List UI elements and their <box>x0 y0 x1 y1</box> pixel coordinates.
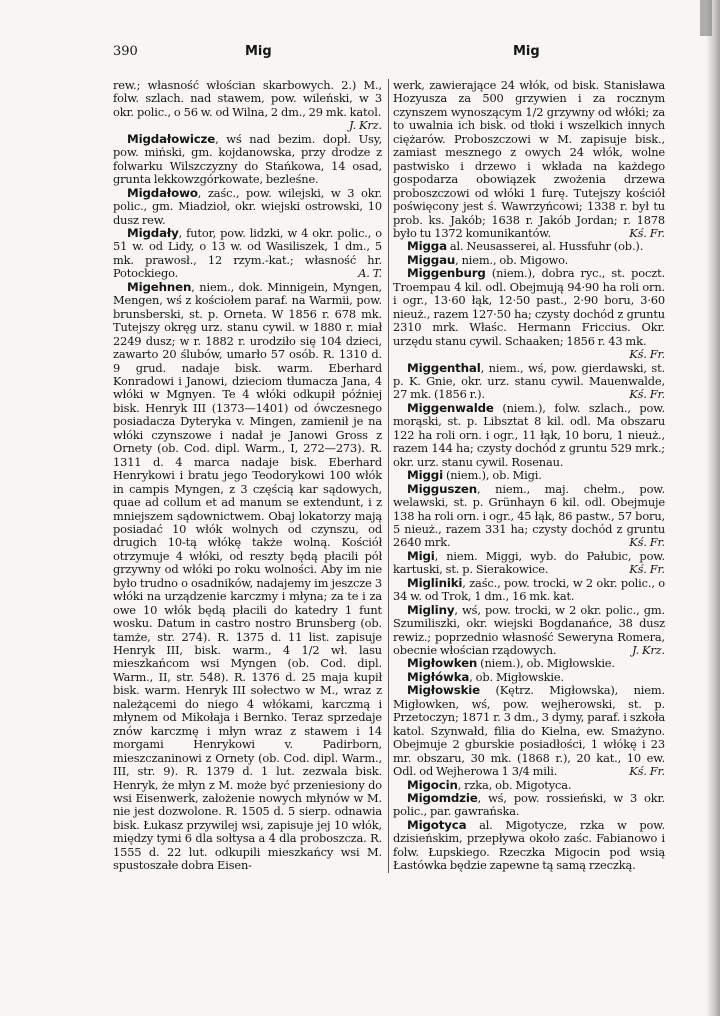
entry-text: (niem.), ob. Migłowskie. <box>477 656 615 671</box>
entry-text: , niem., maj. chełm., pow. welawski, st. p. Grünhayn 6 kil. odl. Obejmuje 138 ha roli orn. i ogr., 45 łąk, 86 pastw., 57 boru, 5 nieuż., razem 331 ha; czysty dochód z gruntu 2640 mrk. <box>393 481 665 550</box>
entry-text: , wś nad bezim. dopł. Usy, pow. miński, gm. kojdanowska, przy drodze z folwarku Wilszczyzny do Stańkowa, 14 osad, grunta lekkowzgórkowate, bezleśne. <box>113 131 382 187</box>
page-number: 390 <box>113 44 138 59</box>
entry-author-signature: Kś. Fr. <box>629 387 665 402</box>
dictionary-entry <box>393 577 665 604</box>
entry-headword: Miggi <box>407 468 443 483</box>
entry-text: (niem.), dobra ryc., st. poczt. Troempau 4 kil. odl. Obejmują 94·90 ha roli orn. i ogr., 13·60 łąk, 12·50 past., 2·90 boru, 3·60 nieuż., razem 127·50 ha; czysty dochód z gruntu 2310 mrk. Właśc. Hermann Friccius. Okr. urzędu stanu cywil. Schaaken; 1856 r. 43 mk. <box>393 266 665 348</box>
page-corner-shadow <box>700 0 712 36</box>
entry-headword: Migdały <box>127 225 179 240</box>
entry-headword: Miggenwalde <box>407 400 494 415</box>
entry-author-signature: J. Krz. <box>349 118 382 133</box>
entry-headword: Migocin <box>407 777 458 792</box>
entry-headword: Migliny <box>407 602 455 617</box>
entry-headword: Migotyca <box>407 817 467 832</box>
entry-headword: Migłówka <box>407 669 470 684</box>
entry-text: , futor, pow. lidzki, w 4 okr. polic., o 51 w. od Lidy, o 13 w. od Wasiliszek, 1 dm., 5 mk. prawosł., 12 rzym.-kat.; własność hr. Potockiego. <box>113 225 382 281</box>
left-column <box>113 79 389 873</box>
running-head-left: Mig <box>245 44 272 59</box>
dictionary-entry <box>393 819 665 873</box>
entry-author-signature: Kś. Fr. <box>629 562 665 577</box>
entry-text: , ob. Migłowskie. <box>469 669 564 684</box>
entry-text: al. Migotycze, rzka w pow. dzisieńskim, przepływa około zaśc. Fabianowo i folw. Łupskiego. Rzeczka Migocin pod wsią Łastówka będzie zapewne tą samą rzeczką. <box>393 817 665 873</box>
entry-headword: Migguszen <box>407 481 478 496</box>
entry-text: al. Neusasserei, al. Hussfuhr (ob.). <box>446 239 644 254</box>
entry-author-signature: Kś. Fr. <box>629 347 665 362</box>
entry-author-signature: J. Krz. <box>632 643 665 658</box>
entry-headword: Migga <box>407 239 447 254</box>
entry-text: , niem., dok. Minnigein, Myngen, Mengen, wś z kościołem paraf. na Warmii, pow. brunsberski, st. p. Orneta. W 1856 r. 678 mk. Tutejszy okręg urz. stanu cywil. w 1880 r. miał 2249 dusz; w r. 1882 r. urodziło się 104 dzieci, zawarto 20 ślubów, umarło 57 osób. R. 1310 d. 9 grud. nadaje bisk. warm. Eberhard Konradowi i Janowi, dzieciom tłumacza Jana, 4 włóki w Mgnyen. Te 4 włóki odkupił później bisk. Henryk III (1373—1401) od ówczesnego posiadacza Dyteryka v. Mingen, zamienił je na włóki czynszowe i nadał je Janowi Gross z Ornety (ob. Cod. dipl. Warm., I, 272—273). R. 1311 d. 4 marca nadaje bisk. Eberhard Henrykowi i bratu jego Teodorykowi 100 włók in campis Myngen, z 3 częścią kar sądowych, quae ad collum et ad manum se extendunt, i z mniejszem sądownictwem. Obaj lokatorzy mają posiadać 10 włók wolnych od czynszu, od drugich 10-tą włókę także wolną. Kościół otrzymuje 4 włóki, od reszty będą płacili pół grzywny od włóki po roku wolności. Aby im nie było trudno o osadników, nadajemy im jeszcze 3 włóki na urządzenie karczmy i młyna; za te i za owe 10 włók będą płacili do katedry 1 funt wosku. Datum in castro nostro Brunsberg (ob. tamże, str. 274). R. 1375 d. 11 list. zapisuje Henryk III, bisk. warm., 4 1/2 wł. lasu mieszkańcom wsi Myngen (ob. Cod. dipl. Warm., II, str. 548). R. 1376 d. 25 maja kupił bisk. warm. Henryk III sołectwo w M., wraz z należącemi do niego 4 włókami, karczmą i młynem od Mikołaja i Bernko. Teraz sprzedaje znów karczmę i młyn wraz z stawem i 14 morgami Henrykowi v. Padirborn, mieszczaninowi z Ornety (ob. Cod. dipl. Warm., III, str. 9). R. 1379 d. 1 lut. zezwala bisk. Henryk, że młyn z M. może być przeniesiony do wsi Eisenwerk, założenie nowych młynów w M. nie jest dozwolone. R. 1505 d. 5 sierp. odnawia bisk. Łukasz przywilej wsi, zapisuje jej 10 włók, między tymi 6 dla sołtysa a 4 dla proboszcza. R. 1555 d. 22 lut. odkupili mieszkańcy wsi M. spustoszałe dobra Eisen- <box>113 279 382 873</box>
entry-headword: Migi <box>407 548 435 563</box>
entry-headword: Miggau <box>407 252 456 267</box>
dictionary-entry <box>113 79 382 133</box>
dictionary-entry <box>393 254 665 267</box>
entry-text: , zaśc., pow. wilejski, w 3 okr. polic., gm. Miadzioł, okr. wiejski ostrowski, 10 dusz rew. <box>113 185 382 227</box>
dictionary-entry <box>393 792 665 819</box>
entry-headword: Miggenburg <box>407 266 486 281</box>
dictionary-entry <box>393 402 665 469</box>
entry-text: , wś, pow. trocki, w 2 okr. polic., gm. Szumiliszki, okr. wiejski Bogdanańce, 38 dusz rewiz.; poprzednio własność Seweryna Romera, obecnie włościan rządowych. <box>393 602 665 658</box>
entry-text: rew.; własność włościan skarbowych. 2.) M., folw. szlach. nad stawem, pow. wileński, w 3 okr. polic., o 56 w. od Wilna, 2 dm., 29 mk. katol. <box>113 78 382 119</box>
entry-headword: Migomdzie <box>407 791 478 806</box>
entry-headword: Miggenthal <box>407 360 481 375</box>
entry-headword: Migdałowo <box>127 185 198 200</box>
entry-author-signature: Kś. Fr. <box>629 535 665 550</box>
page-edge-shadow <box>706 0 720 1016</box>
entry-text: , niem. Miggi, wyb. do Pałubic, pow. kartuski, st. p. Sierakowice. <box>393 548 665 577</box>
entry-text: werk, zawierające 24 włók, od bisk. Stanisława Hozyusza za 500 grzywien i za rocznym czynszem wynoszącym 1/2 grzywny od włóki; za to uwalnia ich bisk. od tłoki i wszelkich innych ciężarów. Proboszczowi w M. zapisuje bisk., zamiast mesznego z owych 24 włók, wolne pastwisko i drzewo i wkłada na każdego gospodarza obowiązek zwożenia drzewa proboszczowi od włóki 1 furę. Tutejszy kościół poświęcony jest ś. Wawrzyńcowi; 1338 r. był tu prob. ks. Jakób; 1638 r. Jakób Jordan; r. 1878 było tu 1372 komunikantów. <box>393 78 665 240</box>
right-column <box>393 79 665 873</box>
entry-text: , zaśc., pow. trocki, w 2 okr. polic., o 34 w. od Trok, 1 dm., 16 mk. kat. <box>393 575 665 604</box>
dictionary-entry <box>393 671 665 684</box>
dictionary-entry <box>393 469 665 482</box>
entry-author-signature: Kś. Fr. <box>629 764 665 779</box>
entry-text: , niem., wś, pow. gierdawski, st. p. K. Gnie, okr. urz. stanu cywil. Mauenwalde, 27 mk. (1856 r.). <box>393 360 665 402</box>
dictionary-entry <box>113 281 382 873</box>
dictionary-entry <box>113 133 382 187</box>
dictionary-entry <box>113 227 382 281</box>
entry-text: , rzka, ob. Migotyca. <box>457 777 572 792</box>
entry-headword: Migehnen <box>127 279 192 294</box>
dictionary-entry <box>393 604 665 658</box>
entry-author-signature: Kś. Fr. <box>629 225 665 240</box>
dictionary-entry <box>113 187 382 227</box>
entry-text: , niem., ob. Migowo. <box>455 252 569 267</box>
entry-headword: Migliniki <box>407 575 463 590</box>
page-header <box>113 44 682 64</box>
entry-text: (niem.), folw. szlach., pow. morąski, st. p. Libsztat 8 kil. odl. Ma obszaru 122 ha roli orn. i ogr., 11 łąk, 10 boru, 1 nieuż., razem 144 ha; czysty dochód z gruntu 529 mrk.; okr. urz. stanu cywil. Rosenau. <box>393 400 665 469</box>
dictionary-entry <box>393 779 665 792</box>
entry-text: , wś, pow. rossieński, w 3 okr. polic., par. gawrańska. <box>393 791 665 819</box>
dictionary-entry <box>393 79 665 240</box>
entry-headword: Migłowskie <box>407 683 481 698</box>
entry-headword: Migdałowicze <box>127 131 216 146</box>
dictionary-entry <box>393 684 665 778</box>
entry-headword: Migłowken <box>407 656 478 671</box>
dictionary-entry <box>393 362 665 402</box>
entry-author-signature: A. T. <box>358 266 382 281</box>
dictionary-entry <box>393 550 665 577</box>
dictionary-entry <box>393 267 665 361</box>
entry-text: (niem.), ob. Migi. <box>442 468 542 483</box>
dictionary-entry <box>393 240 665 253</box>
running-head-right: Mig <box>513 44 540 59</box>
entry-text: (Kętrz. Migłowska), niem. Migłowken, wś, pow. wejherowski, st. p. Przetoczyn; 1871 r. 3 dm., 3 dymy, paraf. i szkoła katol. Szynwałd, filia do Kielna, ew. Smażyno. Obejmuje 2 gburskie posiadłości, 1 włókę i 23 mr. obszaru, 30 mk. (1868 r.), 20 kat., 10 ew. Odl. od Wejherowa 1 3/4 mili. <box>393 683 665 779</box>
dictionary-entry <box>393 657 665 670</box>
dictionary-entry <box>393 483 665 550</box>
